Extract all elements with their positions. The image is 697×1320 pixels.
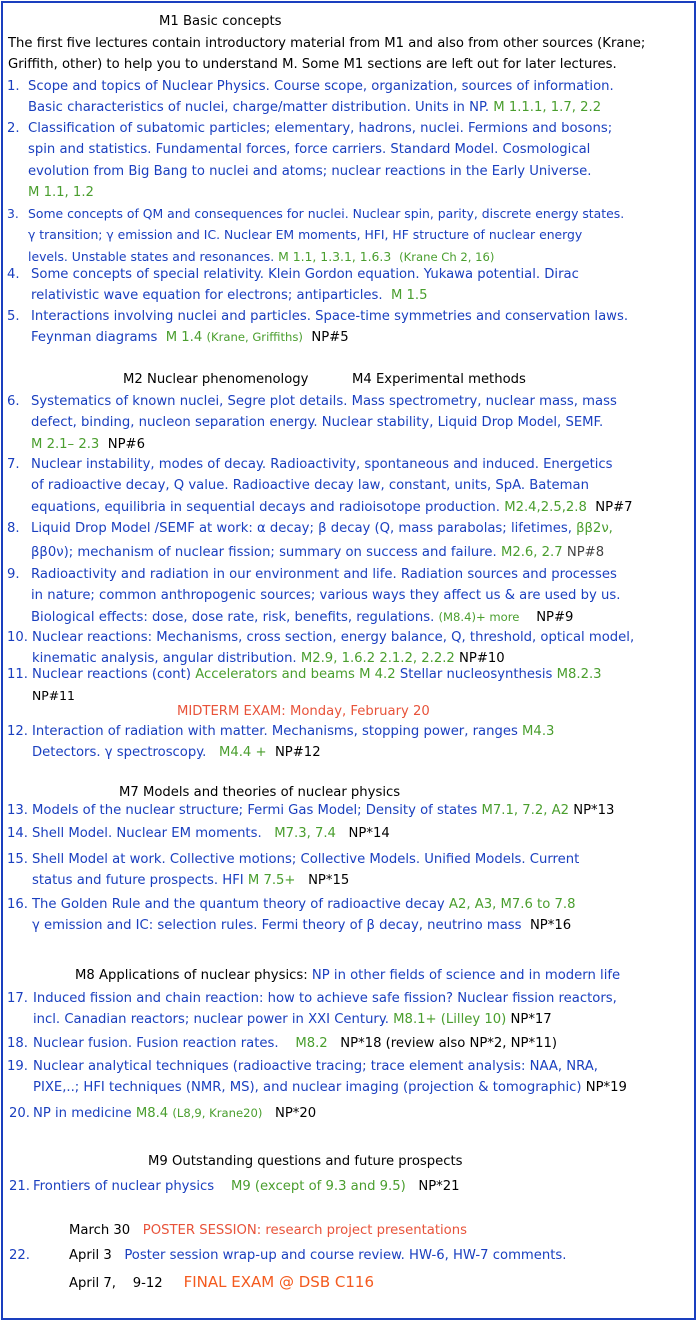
item-text: Interactions involving nuclei and particles. Space-time symmetries and conservation laws. [31, 309, 629, 324]
item-text: kinematic analysis, angular distribution. [32, 651, 297, 667]
reference: M7.1, 7.2, A2 [481, 803, 570, 818]
reference: M8.1+ (Lilley 10) [393, 1012, 507, 1028]
reference: M8.4 [135, 1106, 169, 1121]
module-m9-header: M9 Outstanding questions and future prospects [148, 1154, 463, 1169]
reference: (M8.4)+ more [438, 609, 520, 624]
reference: M2.6, 2.7 [500, 545, 563, 561]
lecture-item-18 [3, 1033, 690, 1054]
item-text: Nuclear analytical techniques (radioactive tracing; trace element analysis: NAA, NRA, [33, 1059, 598, 1074]
reference: ββ2ν, [576, 521, 613, 536]
item-number: 19. [7, 1059, 28, 1074]
problem-set: NP*14 [348, 826, 390, 841]
lecture-item-13 [3, 800, 690, 821]
lecture-item-2 [3, 118, 690, 204]
schedule-date: April 3 [69, 1248, 112, 1263]
problem-set: NP*16 [529, 918, 572, 934]
lecture-item-8 [3, 518, 690, 564]
item-text: Shell Model. Nuclear EM moments. [32, 826, 262, 841]
lecture-item-5 [3, 306, 690, 349]
reference: M 1.4 [165, 330, 203, 346]
intro-paragraph [8, 33, 686, 76]
item-text: Biological effects: dose, dose rate, risk, benefits, regulations. [31, 609, 435, 625]
item-number: 5. [7, 309, 20, 324]
item-number: 17. [7, 991, 28, 1006]
lecture-item-12 [3, 721, 690, 764]
item-text: levels. Unstable states and resonances. [28, 248, 275, 264]
reference: M 1.1, 1.2 [28, 185, 94, 201]
item-text: Shell Model at work. Collective motions; Collective Models. Unified Models. Current [32, 852, 580, 867]
item-text: status and future prospects. HFI [32, 873, 244, 889]
item-number: 21. [9, 1179, 30, 1194]
reference: M 7.5+ [247, 873, 296, 889]
reference: M2.4,2.5,2.8 [504, 499, 587, 515]
midterm-exam-notice: MIDTERM EXAM: Monday, February 20 [177, 704, 430, 719]
problem-set: NP#10 [459, 651, 505, 667]
module-m8-subtitle: NP in other fields of science and in modern life [311, 968, 621, 983]
reference: M 1.5 [390, 288, 428, 304]
item-number: 20. [9, 1106, 30, 1121]
module-m2-header: M2 Nuclear phenomenology [123, 372, 309, 387]
item-text: Detectors. γ spectroscopy. [32, 745, 207, 761]
exam-time: 9-12 [132, 1276, 163, 1291]
problem-set: NP#6 [107, 436, 145, 452]
item-number: 16. [7, 897, 28, 912]
item-number: 14. [7, 826, 28, 841]
item-text: Nuclear fusion. Fusion reaction rates. [33, 1036, 279, 1051]
problem-set: NP#11 [32, 688, 75, 704]
reference: A2, A3, M7.6 to 7.8 [448, 897, 576, 912]
item-text: Radioactivity and radiation in our environment and life. Radiation sources and processes [31, 567, 617, 582]
problem-set: NP*17 [510, 1012, 552, 1028]
reference: M 1.1, 1.3.1, 1.6.3 [278, 248, 392, 264]
lecture-item-4 [3, 264, 690, 307]
course-outline-page [1, 1, 696, 1320]
module-m4-header: M4 Experimental methods [352, 372, 526, 387]
lecture-item-20 [3, 1103, 690, 1124]
item-text: PIXE,..; HFI techniques (NMR, MS), and nuclear imaging (projection & tomographic) [33, 1080, 582, 1096]
item-text: NP in medicine [33, 1106, 132, 1121]
lecture-item-19 [3, 1056, 690, 1099]
final-exam-row [69, 1272, 374, 1294]
item-number: 11. [7, 667, 28, 682]
reference: M4.4 + [218, 745, 267, 761]
problem-set: NP#5 [311, 330, 349, 346]
item-text: ββ0ν); mechanism of nuclear fission; summary on success and failure. [31, 545, 497, 561]
lecture-item-7 [3, 454, 690, 518]
item-number: 15. [7, 852, 28, 867]
item-number: 8. [7, 521, 20, 536]
item-text: of radioactive decay, Q value. Radioactive decay law, constant, units, SpA. Bateman [31, 478, 589, 494]
lecture-item-6 [3, 391, 690, 455]
problem-set: NP*15 [308, 873, 350, 889]
item-number: 12. [7, 724, 28, 739]
module-m8-title: M8 Applications of nuclear physics: [75, 968, 308, 983]
item-number: 2. [7, 121, 20, 136]
problem-set: NP*19 [585, 1080, 627, 1096]
reference: M2.9, 1.6.2 2.1.2, 2.2.2 [300, 651, 455, 667]
reference-secondary: (Krane, Griffiths) [206, 330, 303, 345]
item-text: Liquid Drop Model /SEMF at work: α decay; β decay (Q, mass parabolas; lifetimes, [31, 521, 572, 536]
reference: M 1.1.1, 1.7, 2.2 [493, 100, 602, 116]
problem-set: NP#9 [536, 609, 574, 625]
reference: M4.3 [522, 724, 555, 739]
item-number: 1. [7, 79, 20, 94]
item-text: incl. Canadian reactors; nuclear power in XXI Century. [33, 1012, 389, 1028]
item-text: Basic characteristics of nuclei, charge/matter distribution. Units in NP. [28, 100, 490, 116]
reference: M8.2 [295, 1036, 328, 1051]
problem-set: NP*13 [573, 803, 615, 818]
item-number: 10. [7, 630, 28, 645]
item-number: 13. [7, 803, 28, 818]
lecture-item-9 [3, 564, 690, 628]
item-text: defect, binding, nucleon separation energy. Nuclear stability, Liquid Drop Model, SEMF. [31, 415, 604, 431]
lecture-item-1 [3, 76, 690, 119]
item-text: in nature; common anthropogenic sources; various ways they affect us & are used by us. [31, 588, 621, 604]
poster-session-row [69, 1220, 467, 1241]
item-text: Interaction of radiation with matter. Mechanisms, stopping power, ranges [32, 724, 518, 739]
problem-set: NP#7 [595, 499, 633, 515]
item-text: Systematics of known nuclei, Segre plot details. Mass spectrometry, nuclear mass, mass [31, 394, 617, 409]
item-text: Nuclear instability, modes of decay. Radioactivity, spontaneous and induced. Energetics [31, 457, 613, 472]
item-text: spin and statistics. Fundamental forces, force carriers. Standard Model. Cosmological [28, 142, 591, 158]
reference: M9 (except of 9.3 and 9.5) [230, 1179, 406, 1194]
item-text: γ emission and IC: selection rules. Fermi theory of β decay, neutrino mass [32, 918, 522, 934]
lecture-item-16 [3, 894, 690, 937]
reference-secondary: (Krane Ch 2, 16) [399, 249, 495, 264]
module-m7-header: M7 Models and theories of nuclear physics [119, 785, 401, 800]
item-number: 3. [7, 206, 19, 221]
item-text: The Golden Rule and the quantum theory of radioactive decay [32, 897, 445, 912]
final-exam-text: FINAL EXAM @ DSB C116 [183, 1273, 374, 1291]
problem-set: NP*20 [274, 1106, 317, 1121]
item-number: 9. [7, 567, 20, 582]
problem-set: NP*21 [418, 1179, 460, 1194]
item-number: 4. [7, 267, 20, 282]
item-text: Scope and topics of Nuclear Physics. Course scope, organization, sources of information. [28, 79, 614, 94]
item-number: 6. [7, 394, 20, 409]
schedule-date: March 30 [69, 1223, 131, 1238]
reference: Accelerators and beams M 4.2 [195, 667, 396, 682]
intro-line: The first five lectures contain introductory material from M1 and also from other sources (Krane; [8, 36, 646, 51]
item-text: Some concepts of QM and consequences for nuclei. Nuclear spin, parity, discrete energy states. [28, 206, 625, 221]
poster-session-text: POSTER SESSION: research project presentations [142, 1223, 467, 1238]
item-text: γ transition; γ emission and IC. Nuclear EM moments, HFI, HF structure of nuclear energy [28, 227, 583, 243]
review-row [69, 1245, 566, 1266]
intro-line: Griffith, other) to help you to understand M. Some M1 sections are left out for later lectures. [8, 57, 617, 73]
item-text: Some concepts of special relativity. Klein Gordon equation. Yukawa potential. Dirac [31, 267, 579, 282]
item-number: 7. [7, 457, 20, 472]
item-text: Induced fission and chain reaction: how to achieve safe fission? Nuclear fission reactors, [33, 991, 617, 1006]
item-text: Feynman diagrams [31, 330, 158, 346]
reference: M7.3, 7.4 [274, 826, 336, 841]
item-text: relativistic wave equation for electrons; antiparticles. [31, 288, 383, 304]
lecture-item-21 [3, 1176, 690, 1197]
item-text: Models of the nuclear structure; Fermi Gas Model; Density of states [32, 803, 478, 818]
problem-set: NP#8 [566, 545, 605, 561]
lecture-item-15 [3, 849, 690, 892]
review-text: Poster session wrap-up and course review. HW-6, HW-7 comments. [124, 1248, 567, 1263]
lecture-item-17 [3, 988, 690, 1031]
schedule-date: April 7, [69, 1276, 116, 1291]
module-m1-header: M1 Basic concepts [159, 14, 282, 29]
lecture-item-14 [3, 823, 690, 844]
item-text: evolution from Big Bang to nuclei and atoms; nuclear reactions in the Early Universe. [28, 163, 592, 179]
item-text: Stellar nucleosynthesis [399, 667, 553, 682]
item-number: 22. [9, 1248, 30, 1263]
item-text: equations, equilibria in sequential decays and radioisotope production. [31, 499, 500, 515]
lecture-item-3 [3, 203, 690, 268]
reference: M8.2.3 [556, 667, 602, 682]
reference-secondary: (L8,9, Krane20) [172, 1106, 263, 1120]
problem-set: NP*18 (review also NP*2, NP*11) [340, 1036, 557, 1051]
problem-set: NP#12 [274, 745, 321, 761]
item-text: Nuclear reactions: Mechanisms, cross section, energy balance, Q, threshold, optical model, [32, 630, 635, 645]
item-number: 18. [7, 1036, 28, 1051]
reference: M 2.1– 2.3 [31, 436, 100, 452]
item-text: Classification of subatomic particles; elementary, hadrons, nuclei. Fermions and bosons; [28, 121, 613, 136]
item-text: Nuclear reactions (cont) [32, 667, 191, 682]
item-text: Frontiers of nuclear physics [33, 1179, 215, 1194]
module-m8-header [75, 965, 620, 986]
